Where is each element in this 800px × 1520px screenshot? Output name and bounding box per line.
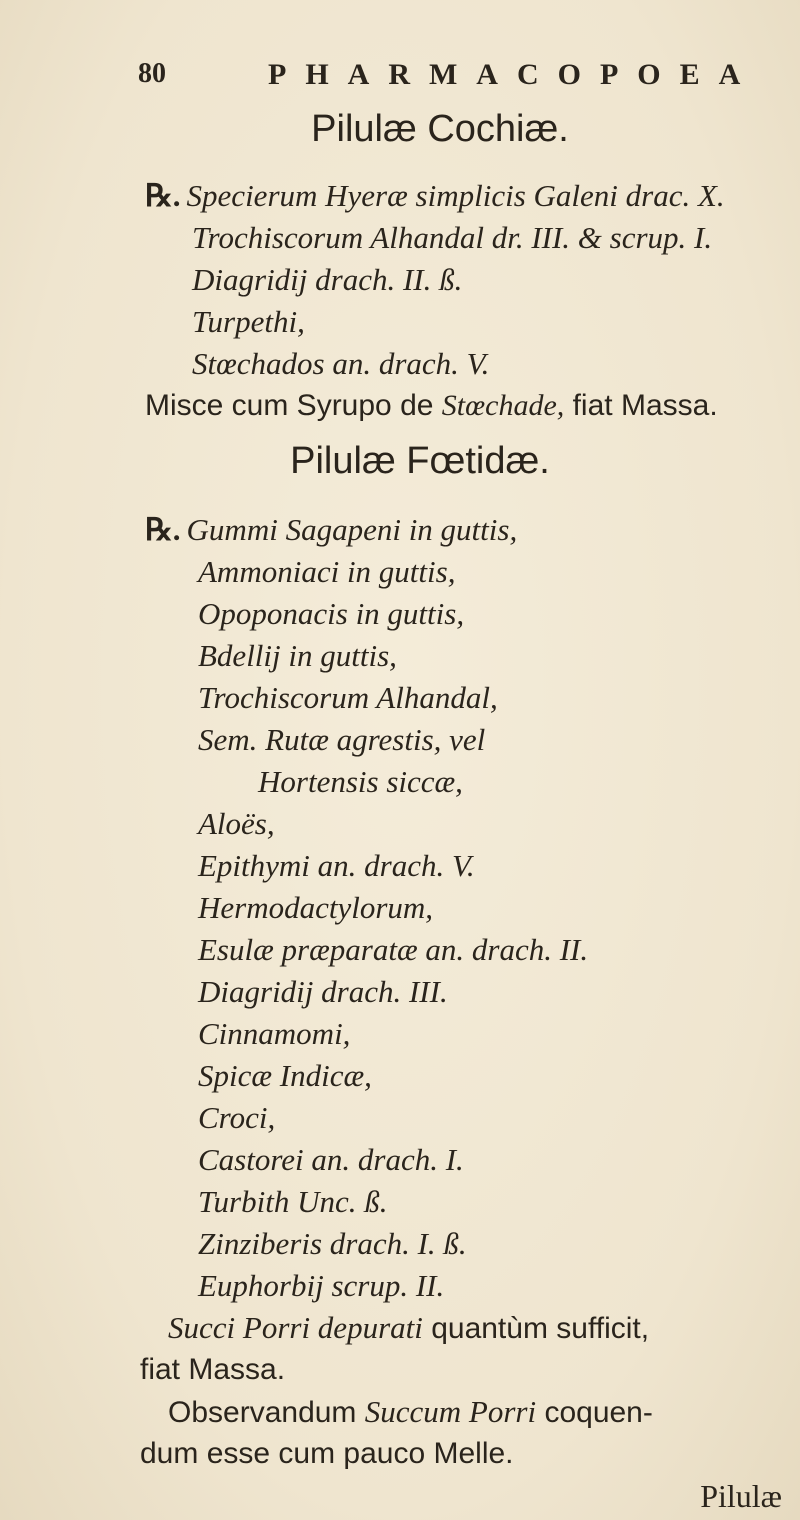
recipe-line: Hermodactylorum, [198, 890, 434, 925]
recipe-line: Ammoniaci in guttis, [198, 554, 456, 589]
section-title-pilulae-foetidae: Pilulæ Fœtidæ. [290, 440, 550, 482]
recipe-line: ℞. Specierum Hyeræ simplicis Galeni drac. X. [145, 178, 725, 213]
recipe-line: Sem. Rutæ agrestis, vel [198, 722, 486, 757]
observation-note: dum esse cum pauco Melle. [140, 1437, 514, 1470]
recipe-line: Bdellij in guttis, [198, 638, 397, 673]
preparation-instruction: fiat Massa. [140, 1353, 286, 1386]
recipe-line: Castorei an. drach. I. [198, 1142, 464, 1177]
recipe-line: Hortensis siccæ, [258, 764, 463, 799]
preparation-instruction: Misce cum Syrupo de Stœchade, fiat Massa. [145, 389, 718, 422]
running-title: PHARMACOPOEA [268, 58, 760, 91]
page-header [138, 58, 778, 98]
page-number: 80 [138, 58, 166, 89]
recipe-line: Croci, [198, 1100, 276, 1135]
observation-note: Observandum Succum Porri coquen- [168, 1394, 653, 1429]
recipe-line: Diagridij drach. III. [198, 974, 448, 1009]
recipe-symbol: ℞. [145, 512, 181, 547]
recipe-line: Trochiscorum Alhandal, [198, 680, 498, 715]
recipe-line: Trochiscorum Alhandal dr. III. & scrup. I. [192, 220, 713, 255]
recipe-line: Epithymi an. drach. V. [198, 848, 475, 883]
catchword: Pilulæ [700, 1478, 782, 1514]
recipe-line: Euphorbij scrup. II. [198, 1268, 445, 1303]
recipe-line: Turbith Unc. ß. [198, 1184, 388, 1219]
recipe-line: Cinnamomi, [198, 1016, 351, 1051]
recipe-line: Diagridij drach. II. ß. [192, 262, 463, 297]
recipe-line: Stœchados an. drach. V. [192, 346, 490, 381]
section-title-pilulae-cochiae: Pilulæ Cochiæ. [311, 108, 569, 150]
recipe-line: Opoponacis in guttis, [198, 596, 465, 631]
recipe-line: ℞. Gummi Sagapeni in guttis, [145, 512, 518, 547]
recipe-line: Aloës, [198, 806, 275, 841]
recipe-line: Spicæ Indicæ, [198, 1058, 372, 1093]
quantity-instruction: Succi Porri depurati quantùm sufficit, [168, 1310, 650, 1345]
recipe-symbol: ℞. [145, 178, 181, 213]
recipe-line: Esulæ præparatæ an. drach. II. [198, 932, 589, 967]
recipe-line: Turpethi, [192, 304, 305, 339]
recipe-line: Zinziberis drach. I. ß. [198, 1226, 467, 1261]
